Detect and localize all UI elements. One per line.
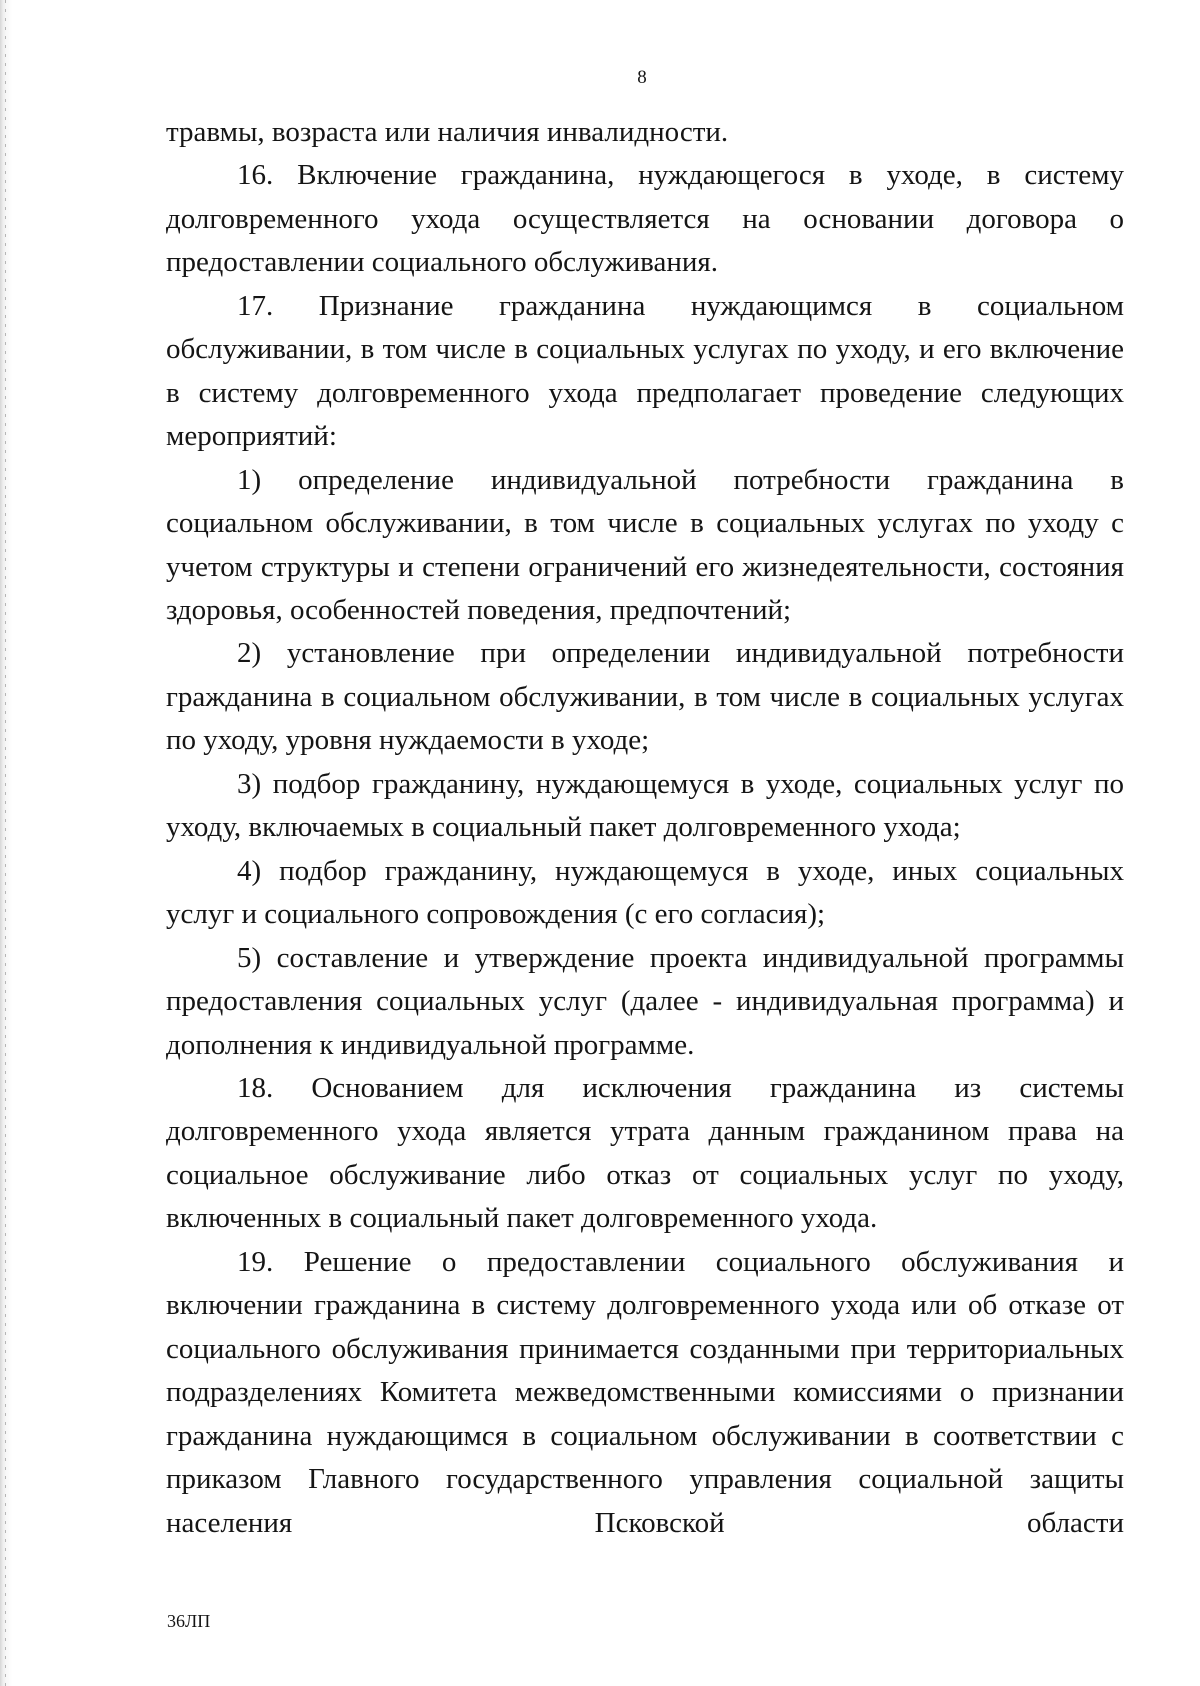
page-number: 8 <box>637 67 647 88</box>
list-item-4: 4) подбор гражданину, нуждающемуся в уходе, иных социальных услуг и социального сопровождения (с его согласия); <box>166 854 1124 931</box>
paragraph-18: 18. Основанием для исключения гражданина из системы долговременного ухода является утрата данным гражданином права на социальное обслуживание либо отказ от социальных услуг по уходу, включенных в социальный пакет долговременного ухода. <box>166 1071 1124 1235</box>
list-item-5: 5) составление и утверждение проекта индивидуальной программы предоставления социальных услуг (далее - индивидуальная программа) и дополнения к индивидуальной программе. <box>166 941 1124 1061</box>
scan-edge-shadow <box>0 0 12 1686</box>
list-item-3: 3) подбор гражданину, нуждающемуся в уходе, социальных услуг по уходу, включаемых в социальный пакет долговременного ухода; <box>166 767 1124 844</box>
list-item-1: 1) определение индивидуальной потребности гражданина в социальном обслуживании, в том числе в социальных услугах по уходу с учетом структуры и степени ограничений его жизнедеятельности, состояния здоровья, особенностей поведения, предпочтений; <box>166 463 1124 626</box>
paragraph-19: 19. Решение о предоставлении социального обслуживания и включении гражданина в систему долговременного ухода или об отказе от социального обслуживания принимается созданными при территориальных подразделениях Комитета межведомственными комиссиями о признании гражданина нуждающимся в социальном обслуживании в соответствии с приказом Главного государственного управления социальной защиты населения Псковской области <box>166 1245 1124 1539</box>
scan-edge-line <box>5 0 6 1686</box>
list-item-2: 2) установление при определении индивидуальной потребности гражданина в социальном обслуживании, в том числе в социальных услугах по уходу, уровня нуждаемости в уходе; <box>166 637 1124 757</box>
paragraph-16: 16. Включение гражданина, нуждающегося в уходе, в систему долговременного ухода осуществляется на основании договора о предоставлении социального обслуживания. <box>166 159 1124 279</box>
document-body <box>166 111 1124 1545</box>
footer-document-code: 36ЛП <box>167 1611 211 1631</box>
paragraph-17: 17. Признание гражданина нуждающимся в социальном обслуживании, в том числе в социальных услугах по уходу, и его включение в систему долговременного ухода предполагает проведение следующих мероприятий: <box>166 289 1124 453</box>
paragraph-continuation: травмы, возраста или наличия инвалидности. <box>166 116 729 148</box>
